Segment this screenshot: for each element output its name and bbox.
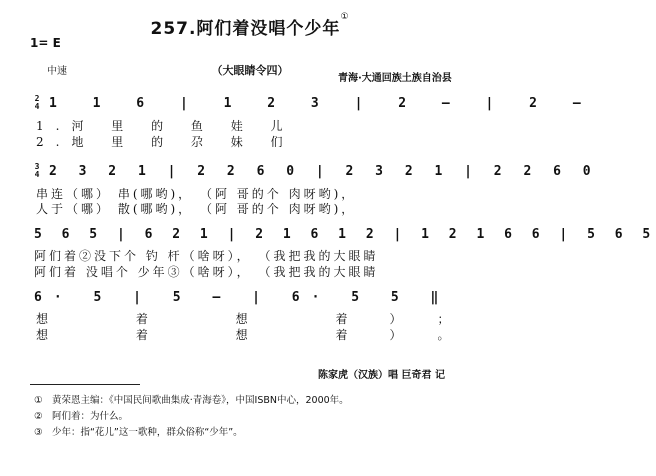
lyric-line-1-verse-1: 1.河 里 的 鱼 娃 儿 — [36, 119, 295, 133]
footnote-1 — [34, 392, 349, 406]
footnote-3 — [34, 424, 243, 438]
lyric-line-4-verse-1: 想 着 想 着）； — [36, 312, 492, 326]
performer-credit: 陈家虎（汉族）唱 巨奇君 记 — [318, 370, 445, 381]
notes-line-3: 5 6 5 | 6 2 1 | 2 1 6 1 2 | 1 2 1 6 6 | 5 6 5 — [34, 227, 656, 242]
footnote-mark: ① — [34, 395, 43, 406]
key-signature: 1= E — [30, 36, 61, 50]
lyric-line-3-verse-1: 阿们着②没下个 钓 杆（啥呀）， （我把我的大眼睛 — [34, 249, 379, 263]
footnote-text: 少年：指“花儿”这一歌种，群众俗称“少年”。 — [52, 427, 243, 438]
footnote-mark: ① — [340, 12, 350, 22]
footnote-text: 黄荣恩主编：《中国民间歌曲集成·青海卷》，中国ISBN中心，2000年。 — [52, 395, 349, 406]
notes-line-2: 2 3 2 1 | 2 2 6 0 | 2 3 2 1 | 2 2 6 0 — [49, 164, 598, 179]
region-label: 青海·大通回族土族自治县 — [338, 73, 452, 84]
footnote-2 — [34, 408, 128, 422]
tempo-marking: 中速 — [47, 66, 67, 77]
lyric-line-2-verse-1: 串连（哪） 串(哪哟)， （阿 哥的个 肉呀哟)， — [36, 187, 357, 201]
song-title: 257.阿们着没唱个少年① — [150, 12, 350, 39]
lyric-line-4-verse-2: 想 着 想 着）。 — [36, 328, 492, 342]
footnote-text: 阿们着：为什么。 — [52, 411, 129, 422]
song-subtitle: （大眼睛令四） — [211, 64, 289, 77]
notes-line-1: 1 1 6 | 1 2 3 | 2 – | 2 – — [49, 96, 595, 111]
time-signature: 3 4 — [34, 162, 40, 179]
time-signature: 2 4 — [34, 94, 40, 111]
footnote-mark: ③ — [34, 427, 43, 438]
lyric-line-3-verse-2: 阿们着 没唱个 少年③（啥呀）， （我把我的大眼睛 — [34, 265, 379, 279]
footnote-divider — [30, 384, 140, 385]
footnote-mark: ② — [34, 411, 43, 422]
lyric-line-1-verse-2: 2.地 里 的 尕 妹 们 — [36, 135, 295, 149]
lyric-line-2-verse-2: 人于（哪） 散(哪哟)， （阿 哥的个 肉呀哟)， — [36, 202, 357, 216]
notes-line-4: 6· 5 | 5 – | 6· 5 5 ‖ — [34, 290, 451, 305]
